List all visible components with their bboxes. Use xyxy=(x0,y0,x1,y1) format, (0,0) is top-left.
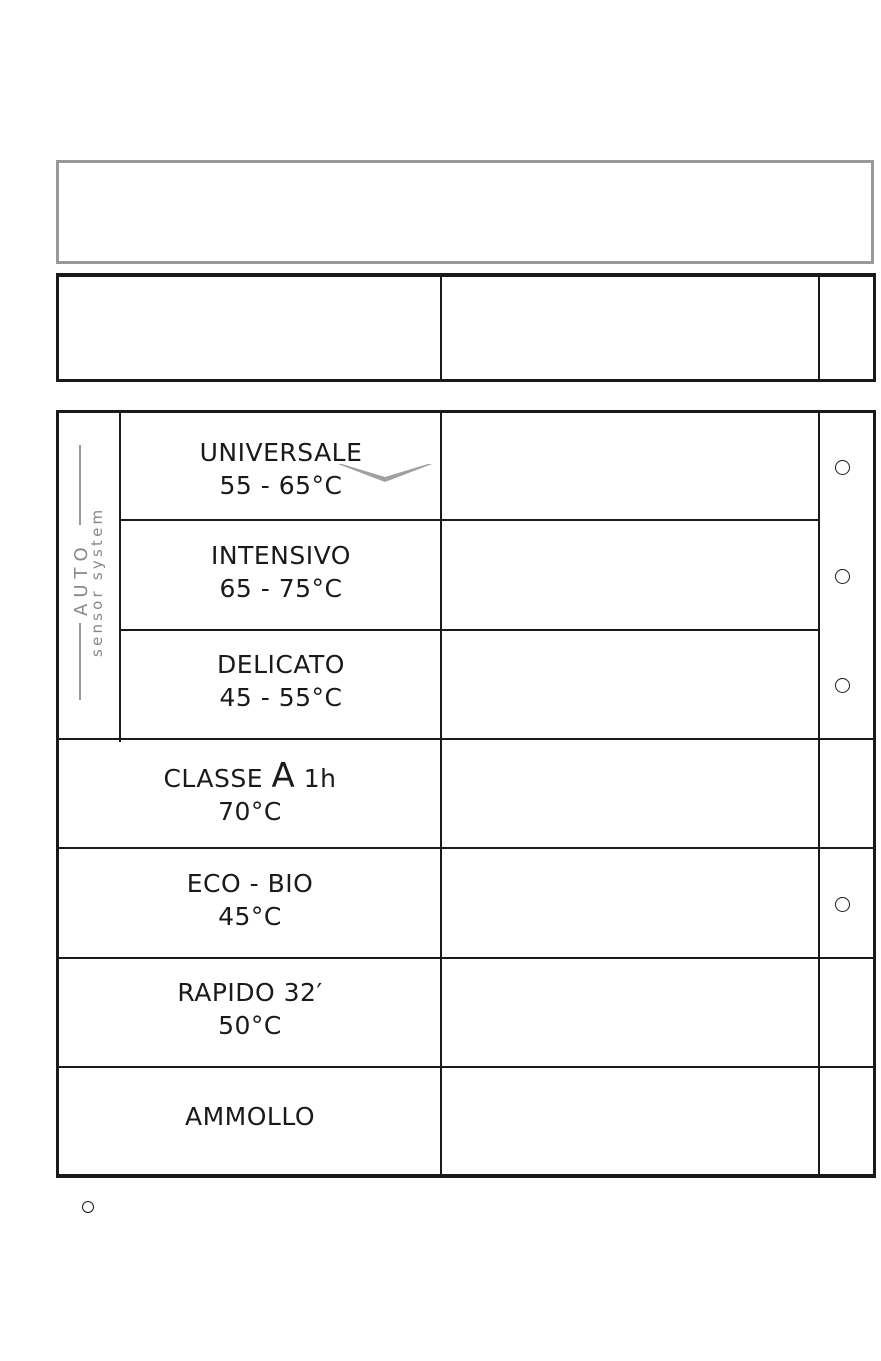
header-top-rule xyxy=(56,273,876,277)
legend-circle-icon xyxy=(82,1201,94,1213)
circle-icon xyxy=(835,460,850,475)
program-temperature: 45°C xyxy=(218,902,282,931)
program-rapido xyxy=(60,976,440,1042)
program-temperature: 65 - 75°C xyxy=(219,574,343,603)
program-name-prefix: CLASSE xyxy=(163,764,264,793)
row-separator xyxy=(58,1066,874,1068)
program-temperature: 70°C xyxy=(218,797,282,826)
chevron-down-icon xyxy=(336,462,434,486)
table-col-divider-1 xyxy=(440,410,442,1178)
row-separator xyxy=(121,519,819,521)
title-box xyxy=(56,160,874,264)
program-temperature: 45 - 55°C xyxy=(219,683,343,712)
program-temperature: 50°C xyxy=(218,1011,282,1040)
row-separator xyxy=(58,738,874,740)
auto-text: AUTO xyxy=(71,541,92,616)
circle-icon xyxy=(835,678,850,693)
row-separator xyxy=(121,629,819,631)
program-name-suffix: 1h xyxy=(303,764,337,793)
row-separator xyxy=(58,957,874,959)
table-top-rule xyxy=(56,410,876,413)
table-col-divider-2 xyxy=(818,410,820,1178)
circle-icon xyxy=(835,897,850,912)
program-intensivo xyxy=(122,539,440,605)
header-left-border xyxy=(56,273,59,382)
sensor-group-divider xyxy=(119,410,121,742)
row-separator xyxy=(58,847,874,849)
program-name: UNIVERSALE xyxy=(199,438,363,467)
circle-icon xyxy=(835,569,850,584)
program-name: DELICATO xyxy=(217,650,345,679)
table-right-border xyxy=(873,410,876,1178)
energy-class-letter: A xyxy=(271,756,296,796)
program-name: RAPIDO 32′ xyxy=(177,978,323,1007)
program-eco-bio xyxy=(60,867,440,933)
auto-sensor-system-graphic xyxy=(68,445,108,700)
sensor-system-text: sensor system xyxy=(88,506,106,657)
program-ammollo xyxy=(60,1100,440,1133)
auto-sensor-system-label xyxy=(68,445,108,700)
header-col-divider-2 xyxy=(818,273,820,382)
header-right-border xyxy=(873,273,876,382)
program-classe-a xyxy=(60,756,440,828)
program-name: ECO - BIO xyxy=(186,869,314,898)
program-name: INTENSIVO xyxy=(211,541,351,570)
table-bottom-rule xyxy=(56,1174,876,1178)
header-bottom-rule xyxy=(56,379,876,382)
program-name: AMMOLLO xyxy=(184,1102,316,1131)
program-temperature: 55 - 65°C xyxy=(219,471,343,500)
program-name xyxy=(60,756,440,796)
header-col-divider-1 xyxy=(440,273,442,382)
table-left-border xyxy=(56,410,59,1178)
program-delicato xyxy=(122,648,440,714)
